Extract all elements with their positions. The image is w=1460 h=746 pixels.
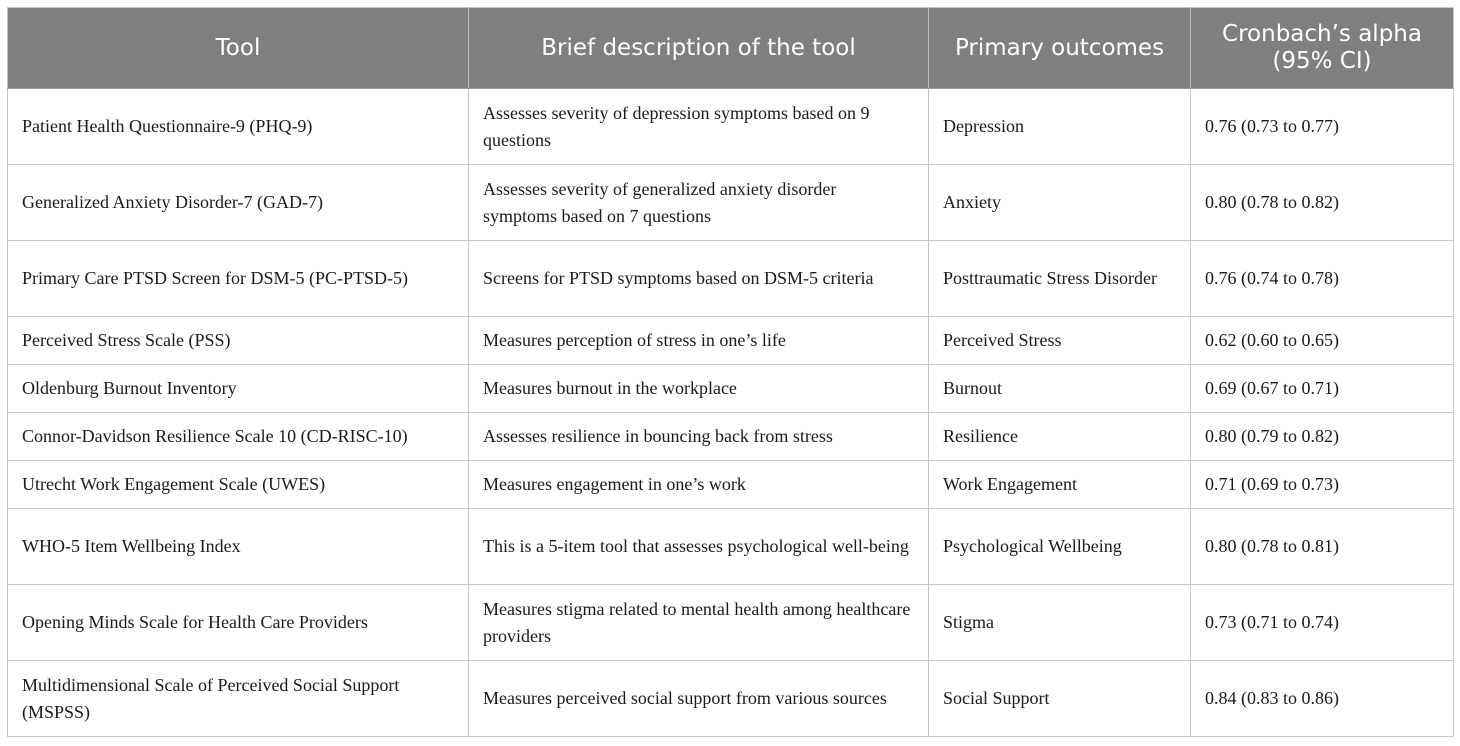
cell-tool: Multidimensional Scale of Perceived Social Support (MSPSS) [8, 661, 469, 737]
cell-alpha: 0.73 (0.71 to 0.74) [1191, 585, 1454, 661]
cell-alpha: 0.62 (0.60 to 0.65) [1191, 317, 1454, 365]
cell-description: Measures engagement in one’s work [469, 461, 929, 509]
cell-alpha: 0.76 (0.74 to 0.78) [1191, 241, 1454, 317]
cell-alpha: 0.76 (0.73 to 0.77) [1191, 89, 1454, 165]
table-header-row [8, 8, 1454, 89]
cell-alpha: 0.80 (0.78 to 0.82) [1191, 165, 1454, 241]
table-row [8, 365, 1454, 413]
table-row [8, 317, 1454, 365]
cell-outcome: Depression [929, 89, 1191, 165]
cell-outcome: Anxiety [929, 165, 1191, 241]
cell-description: Screens for PTSD symptoms based on DSM-5 criteria [469, 241, 929, 317]
cell-alpha: 0.71 (0.69 to 0.73) [1191, 461, 1454, 509]
header-primary-outcomes: Primary outcomes [929, 8, 1191, 89]
cell-description: Measures burnout in the workplace [469, 365, 929, 413]
header-cronbach-alpha: Cronbach’s alpha (95% CI) [1191, 8, 1454, 89]
table-row [8, 165, 1454, 241]
cell-outcome: Perceived Stress [929, 317, 1191, 365]
table-row [8, 661, 1454, 737]
cell-outcome: Stigma [929, 585, 1191, 661]
cell-tool: Generalized Anxiety Disorder-7 (GAD-7) [8, 165, 469, 241]
table-row [8, 509, 1454, 585]
cell-description: Assesses resilience in bouncing back from stress [469, 413, 929, 461]
cell-tool: Utrecht Work Engagement Scale (UWES) [8, 461, 469, 509]
instruments-table [7, 7, 1454, 737]
cell-outcome: Posttraumatic Stress Disorder [929, 241, 1191, 317]
table-row [8, 89, 1454, 165]
cell-outcome: Social Support [929, 661, 1191, 737]
cell-description: Assesses severity of depression symptoms based on 9 questions [469, 89, 929, 165]
cell-tool: Opening Minds Scale for Health Care Providers [8, 585, 469, 661]
header-description: Brief description of the tool [469, 8, 929, 89]
cell-description: This is a 5-item tool that assesses psychological well-being [469, 509, 929, 585]
cell-description: Measures stigma related to mental health among healthcare providers [469, 585, 929, 661]
cell-description: Measures perception of stress in one’s life [469, 317, 929, 365]
cell-outcome: Burnout [929, 365, 1191, 413]
cell-outcome: Work Engagement [929, 461, 1191, 509]
cell-alpha: 0.80 (0.79 to 0.82) [1191, 413, 1454, 461]
cell-outcome: Psychological Wellbeing [929, 509, 1191, 585]
cell-alpha: 0.69 (0.67 to 0.71) [1191, 365, 1454, 413]
cell-description: Assesses severity of generalized anxiety disorder symptoms based on 7 questions [469, 165, 929, 241]
table-row [8, 241, 1454, 317]
cell-description: Measures perceived social support from various sources [469, 661, 929, 737]
instruments-table-container [7, 7, 1453, 737]
table-row [8, 585, 1454, 661]
cell-tool: Connor-Davidson Resilience Scale 10 (CD-RISC-10) [8, 413, 469, 461]
cell-outcome: Resilience [929, 413, 1191, 461]
cell-tool: Oldenburg Burnout Inventory [8, 365, 469, 413]
header-tool: Tool [8, 8, 469, 89]
cell-alpha: 0.80 (0.78 to 0.81) [1191, 509, 1454, 585]
table-row [8, 413, 1454, 461]
cell-tool: Primary Care PTSD Screen for DSM-5 (PC-PTSD-5) [8, 241, 469, 317]
table-row [8, 461, 1454, 509]
cell-tool: Perceived Stress Scale (PSS) [8, 317, 469, 365]
cell-tool: WHO-5 Item Wellbeing Index [8, 509, 469, 585]
cell-alpha: 0.84 (0.83 to 0.86) [1191, 661, 1454, 737]
cell-tool: Patient Health Questionnaire-9 (PHQ-9) [8, 89, 469, 165]
